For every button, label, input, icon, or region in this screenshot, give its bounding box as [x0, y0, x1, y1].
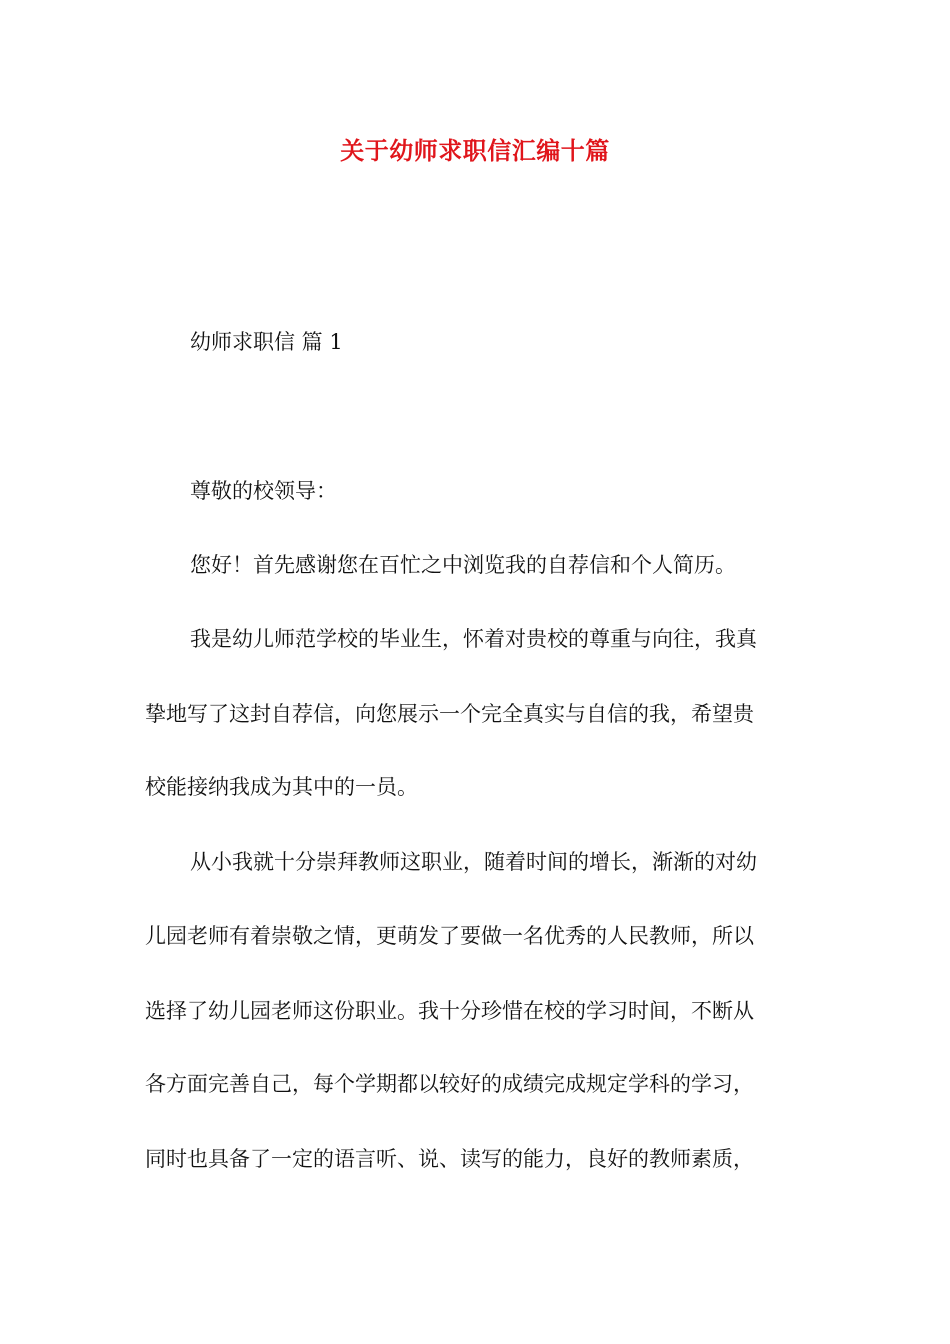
salutation: 尊敬的校领导：: [190, 479, 337, 503]
paragraph-line: 我是幼儿师范学校的毕业生，怀着对贵校的尊重与向往，我真: [190, 627, 757, 651]
paragraph-line: 儿园老师有着崇敬之情，更萌发了要做一名优秀的人民教师，所以: [145, 924, 754, 948]
paragraph-line: 各方面完善自己，每个学期都以较好的成绩完成规定学科的学习，: [145, 1072, 754, 1096]
paragraph-line: 您好！首先感谢您在百忙之中浏览我的自荐信和个人简历。: [190, 553, 736, 577]
paragraph-line: 校能接纳我成为其中的一员。: [145, 775, 418, 799]
section-heading: 幼师求职信 篇 1: [190, 330, 343, 354]
paragraph-line: 选择了幼儿园老师这份职业。我十分珍惜在校的学习时间，不断从: [145, 999, 754, 1023]
paragraph-line: 同时也具备了一定的语言听、说、读写的能力，良好的教师素质，: [145, 1147, 754, 1171]
paragraph-line: 从小我就十分崇拜教师这职业，随着时间的增长，渐渐的对幼: [190, 850, 757, 874]
paragraph-line: 挚地写了这封自荐信，向您展示一个完全真实与自信的我，希望贵: [145, 702, 754, 726]
document-title: 关于幼师求职信汇编十篇: [340, 136, 610, 165]
